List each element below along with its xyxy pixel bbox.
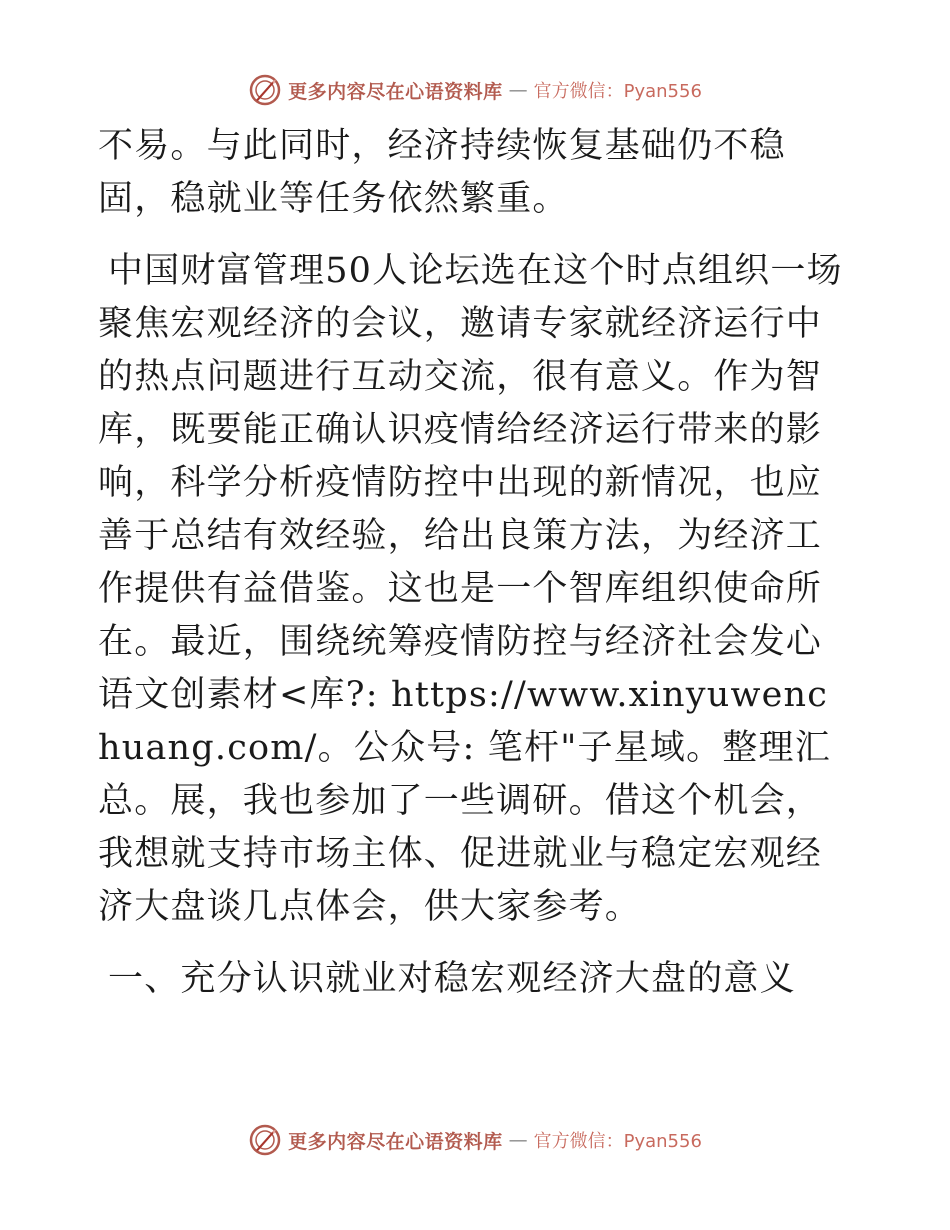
- body-paragraph: 不易。与此同时，经济持续恢复基础仍不稳固，稳就业等任务依然繁重。: [98, 126, 786, 219]
- header-watermark-banner: [0, 70, 950, 110]
- body-paragraph: 中国财富管理50人论坛选在这个时点组织一场聚焦宏观经济的会议，邀请专家就经济运行中的热点问题进行互动交流，很有意义。作为智库，既要能正确认识疫情给经济运行带来的影响，科学分析疫情防控中出现的新情况，也应善于总结有效经验，给出良策方法，为经济工作提供有益借鉴。这也是一个智库组织使命所在。最近，围绕统筹疫情防控与经济社会发心语文创素材<库?: https://www.xinyuwenchuang.com/。公众号: 笔杆"子星域。整理汇总。展，我也参加了一些调研。借这个机会，我想就支持市场主体、促进就业与稳定宏观经济大盘谈几点体会，供大家参考。: [98, 251, 843, 927]
- watermark-brand-text: 更多内容尽在心语资料库: [288, 1130, 503, 1153]
- watermark-contact-text: 官方微信：Pyan556: [533, 81, 702, 102]
- watermark-separator: —: [508, 1129, 528, 1151]
- watermark-separator: —: [508, 79, 528, 101]
- watermark-contact-text: 官方微信：Pyan556: [533, 1131, 702, 1152]
- document-body: [98, 120, 850, 1006]
- quill-pen-logo-icon: [248, 73, 282, 107]
- footer-watermark-banner: [0, 1120, 950, 1160]
- watermark-brand-text: 更多内容尽在心语资料库: [288, 80, 503, 103]
- section-heading: 一、充分认识就业对稳宏观经济大盘的意义: [108, 959, 796, 999]
- quill-pen-logo-icon: [248, 1123, 282, 1157]
